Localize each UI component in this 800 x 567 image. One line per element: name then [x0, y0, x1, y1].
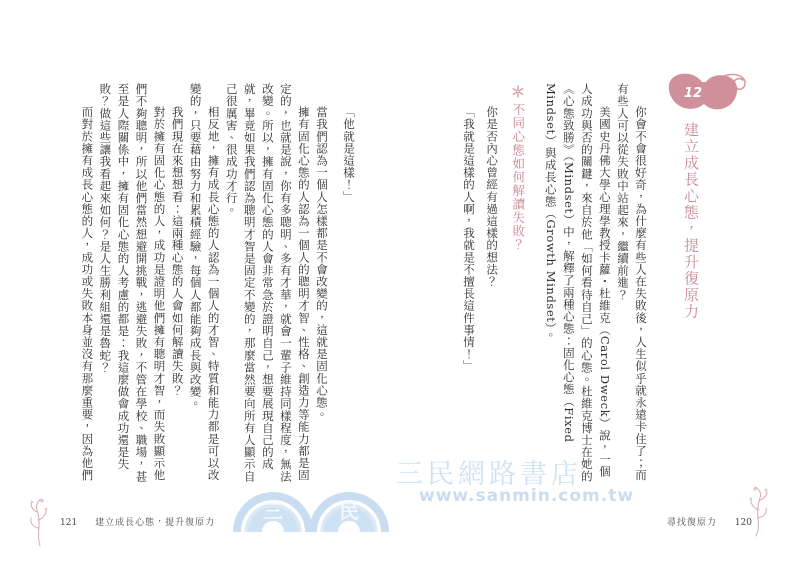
paragraph: 相反地，擁有成長心態的人認為一個人的才智、特質和能力都是可以改變的，只要藉由努力和累積經驗，每個人都能夠成長與改變。 — [188, 83, 221, 482]
right-page-footer — [667, 515, 752, 528]
paragraph: 美國史丹佛大學心理學教授卡蘿・杜維克（Carol Dweck）說，一個人成功與否的關鍵，來自於他「如何看待自己」的心態。杜維克博士在她的《心態致勝》（Mindset）中，解釋了兩種心態：固化心態（Fixed Mindset）與成長心態（Growth Mindset）。 — [543, 83, 612, 483]
watermark-url: www.sanmin.com.tw — [419, 486, 635, 506]
flower-asterisk-icon — [511, 85, 524, 98]
chapter-badge-butterfly-icon — [662, 66, 750, 122]
paragraph: 而對於擁有成長心態的人，成功或失敗本身並沒有那麼重要，因為他們 — [80, 106, 95, 482]
paragraph: 你是否內心曾經有過這樣的想法？ — [485, 106, 500, 288]
footer-flower-icon — [744, 486, 774, 538]
left-page-number: 121 — [60, 518, 78, 528]
logo-char-san: 三 — [263, 499, 283, 523]
quote-paragraph: 「我就是這樣的人啊，我就是不擅長這件事情！」 — [462, 106, 477, 373]
right-page-number: 120 — [734, 518, 752, 528]
chapter-title: 建立成長心態，提升復原力 — [682, 122, 700, 320]
right-footer-chapter-label: 尋找復原力 — [666, 518, 717, 528]
left-footer-chapter-label: 建立成長心態，提升復原力 — [95, 518, 216, 528]
section-heading — [508, 83, 528, 483]
right-page-body — [450, 83, 650, 483]
paragraph: 擁有固化心態的人認為一個人的聰明才智、性格、創造力等能力都是固定的，也就是說，你有多聰明、多有才華，就會一輩子維持同樣程度，無法改變。所以，擁有固化心態的人會非常急於證明自己，想要展現自己的成就，畢竟如果我們認為聰明才智是固定不變的，那麼當然要向所有人顯示自己很厲害、很成功才行。 — [224, 83, 311, 483]
left-page-footer — [60, 515, 215, 528]
paragraph: 當我們認為一個人怎樣都是不會改變的，這就是固化心態。 — [314, 106, 329, 421]
watermark-store-name: 三民網路書店 — [396, 459, 582, 490]
paragraph: 我們現在來想想看：這兩種心態的人會如何解讀失敗？ — [170, 106, 185, 397]
chapter-number: 12 — [684, 86, 703, 101]
logo-char-min: 民 — [339, 499, 359, 523]
left-page-body — [53, 83, 358, 483]
footer-flower-icon — [26, 498, 52, 548]
quote-paragraph: 「他就是這樣！」 — [342, 106, 356, 203]
section-heading-text: 不同心態如何解讀失敗？ — [510, 103, 526, 252]
paragraph: 你會不會很好奇，為什麼有些人在失敗後，人生似乎就永遠卡住了；而有些人可以從失敗中站起來，繼續前進？ — [615, 83, 648, 482]
paragraph: 對於擁有固化心態的人，成功是證明他們擁有聰明才智，而失敗顯示他們不夠聰明，所以他們當然想避開挑戰，逃避失敗，不管在學校、職場，甚至是人際關係中，擁有固化心態的人考慮的都是：我這麼做會成功還是失敗？做這些讓我看起來如何？是人生勝利組還是魯蛇？ — [98, 83, 167, 483]
